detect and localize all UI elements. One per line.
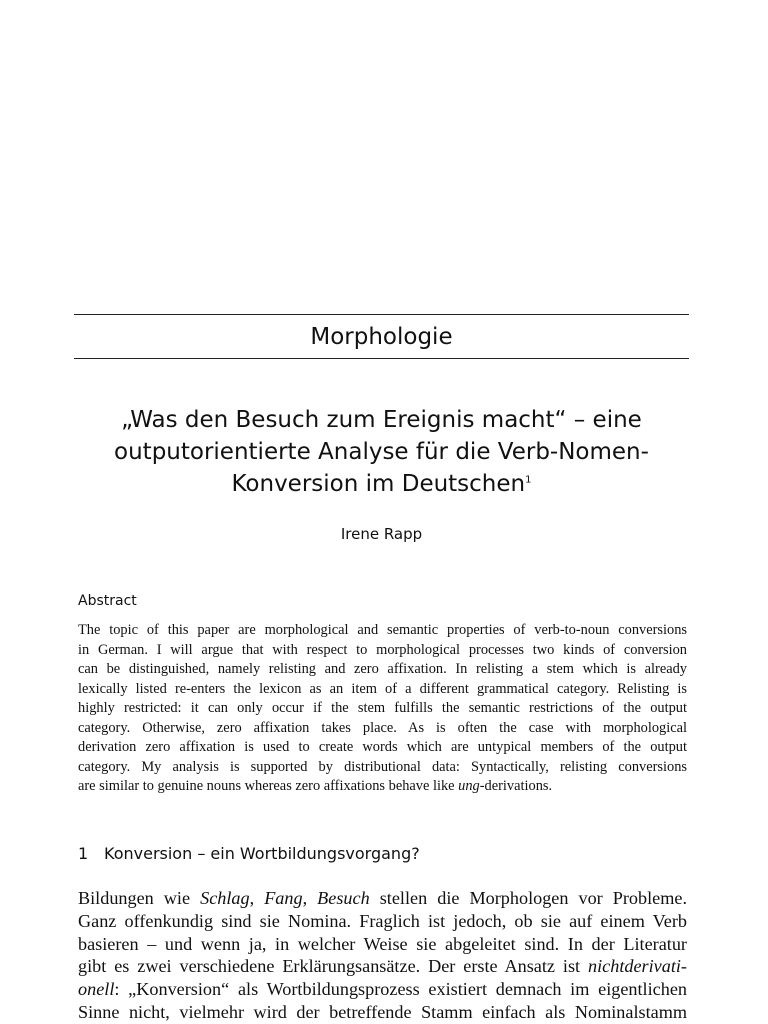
- section-number: 1: [78, 844, 89, 863]
- abstract-italic-term: ung: [458, 778, 480, 794]
- paper-title-line: „Was den Besuch zum Ereignis macht“ – eine: [121, 407, 642, 433]
- section-heading-title: Konversion – ein Wortbildungsvorgang?: [104, 844, 420, 863]
- example-word: Fang: [264, 888, 303, 908]
- author-name: Irene Rapp: [340, 525, 423, 543]
- body-text: ,: [249, 888, 265, 908]
- body-text: stellen die Morphologen vor Probleme.: [369, 888, 688, 908]
- example-word: Schlag: [200, 888, 250, 908]
- paper-title-line-text: Konversion im Deutschen: [231, 471, 526, 497]
- body-line: [78, 955, 687, 978]
- body-text: Bildungen wie: [78, 888, 201, 908]
- abstract-line: category. My analysis is supported by distributional data: Syntactically, relisting conversions: [78, 758, 687, 775]
- body-line: Ganz offenkundig sind sie Nomina. Fraglich ist jedoch, ob sie auf einem Verb: [78, 910, 687, 931]
- abstract-line: derivation zero affixation is used to create words which are untypical members of the output: [78, 739, 687, 755]
- footnote-marker[interactable]: 1: [525, 474, 532, 486]
- body-text: ,: [302, 888, 318, 908]
- body-line: [78, 887, 687, 910]
- example-word: Besuch: [317, 888, 370, 908]
- paper-title-line: outputorientierte Analyse für die Verb-Nomen-: [114, 439, 649, 465]
- italic-term: onell: [78, 979, 115, 1000]
- body-line: Sinne nicht, vielmehr wird der betreffende Stamm einfach als Nominalstamm: [78, 1001, 687, 1022]
- abstract-line: lexically listed re-enters the lexicon as an item of a different grammatical category. Relisting is: [78, 680, 687, 697]
- paper-title-line: [74, 468, 689, 500]
- body-line: [78, 978, 687, 1001]
- italic-term: nichtderivati-: [588, 956, 687, 977]
- body-text: gibt es zwei verschiedene Erklärungsansätze. Der erste Ansatz ist: [78, 956, 588, 977]
- abstract-body: [78, 621, 687, 797]
- abstract-line: in German. I will argue that with respect to morphological processes two kinds of conversion: [78, 641, 687, 658]
- section-heading: [78, 844, 420, 864]
- top-rule: [74, 314, 689, 315]
- body-paragraph: [78, 887, 687, 1024]
- abstract-line: can be distinguished, namely relisting and zero affixation. In relisting a stem which is already: [78, 661, 687, 677]
- abstract-line: [78, 777, 687, 797]
- abstract-text: are similar to genuine nouns whereas zero affixations behave like: [78, 778, 459, 794]
- abstract-text: -derivations.: [479, 778, 553, 794]
- bottom-rule: [74, 358, 689, 359]
- paper-title: [74, 404, 689, 500]
- section-title: Morphologie: [310, 324, 453, 350]
- body-line: basieren – und wenn ja, in welcher Weise sie abgeleitet sind. In der Literatur: [78, 933, 687, 954]
- body-text: : „Konversion“ als Wortbildungsprozess existiert demnach im eigentlichen: [114, 979, 687, 1000]
- abstract-line: highly restricted: it can only occur if the stem fulfills the semantic restrictions of the output: [78, 700, 687, 716]
- abstract-heading: Abstract: [78, 593, 137, 609]
- abstract-line: category. Otherwise, zero affixation takes place. As is often the case with morphological: [78, 719, 687, 736]
- abstract-line: The topic of this paper are morphological and semantic properties of verb-to-noun conversions: [78, 622, 687, 638]
